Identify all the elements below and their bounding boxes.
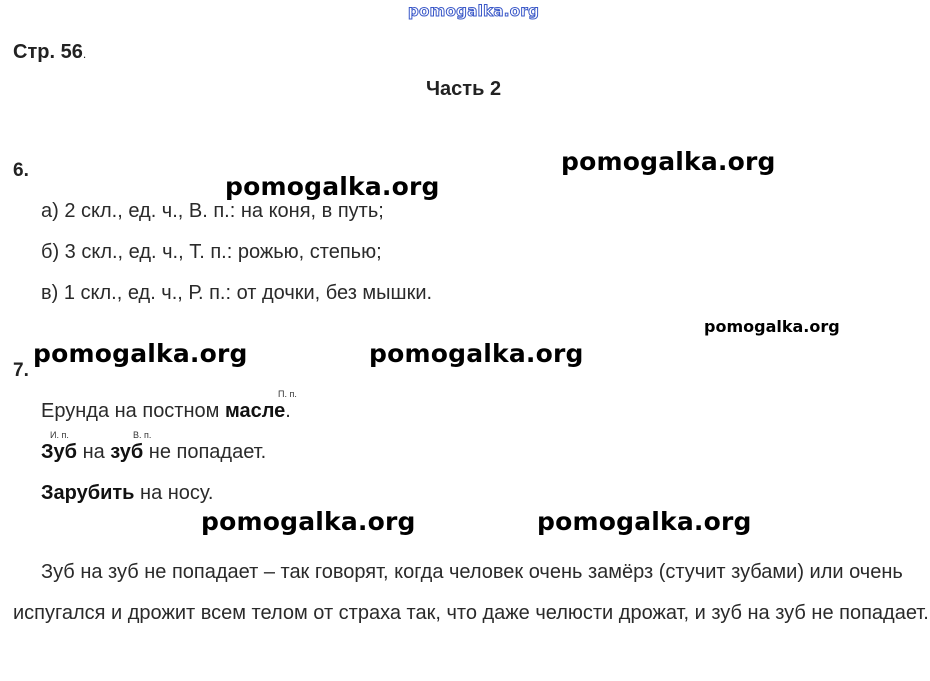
phrase-1-text: Ерунда на постном [41, 400, 225, 422]
task-6-number: 6. [13, 160, 29, 181]
watermark: pomogalka.org [225, 172, 440, 201]
phrase-2-bold-1: Зуб [41, 441, 78, 463]
watermark: pomogalka.org [33, 339, 248, 368]
part-title: Часть 2 [426, 78, 502, 100]
task-6-line-c: в) 1 скл., ед. ч., Р. п.: от дочки, без мышки. [41, 282, 433, 304]
case-label: И. п. [50, 430, 69, 440]
page-number: Стр. 56 [13, 41, 83, 63]
phrase-1-end: . [285, 400, 291, 422]
phrase-3 [41, 482, 213, 505]
task-6-line-a: а) 2 скл., ед. ч., В. п.: на коня, в путь; [41, 200, 384, 222]
phrase-1-bold: масле [224, 400, 286, 422]
watermark: pomogalka.org [704, 317, 840, 336]
watermark: pomogalka.org [537, 507, 752, 536]
case-label: П. п. [278, 389, 297, 399]
phrase-3-rest: на носу. [134, 482, 214, 504]
page-label [13, 41, 86, 64]
page-label-dot: . [82, 47, 87, 61]
phrase-2-bold-2: зуб [110, 441, 144, 463]
watermark-top: pomogalka.org [408, 2, 540, 20]
task-7-number: 7. [13, 360, 29, 381]
task-6-line-b: б) 3 скл., ед. ч., Т. п.: рожью, степью; [41, 241, 382, 263]
watermark: pomogalka.org [201, 507, 416, 536]
phrase-3-bold: Зарубить [41, 482, 135, 504]
phrase-2-mid: на [77, 441, 111, 463]
phrase-2 [41, 441, 266, 464]
watermark: pomogalka.org [369, 339, 584, 368]
watermark: pomogalka.org [561, 147, 776, 176]
phrase-1 [41, 400, 291, 423]
phrase-2-rest: не попадает. [143, 441, 267, 463]
case-label: В. п. [133, 430, 152, 440]
explanation-paragraph: Зуб на зуб не попадает – так говорят, когда человек очень замёрз (стучит зубами) или очень испугался и дрожит всем телом от страха так, что даже челюсти дрожат, и зуб на зуб не попадает. [13, 561, 929, 624]
